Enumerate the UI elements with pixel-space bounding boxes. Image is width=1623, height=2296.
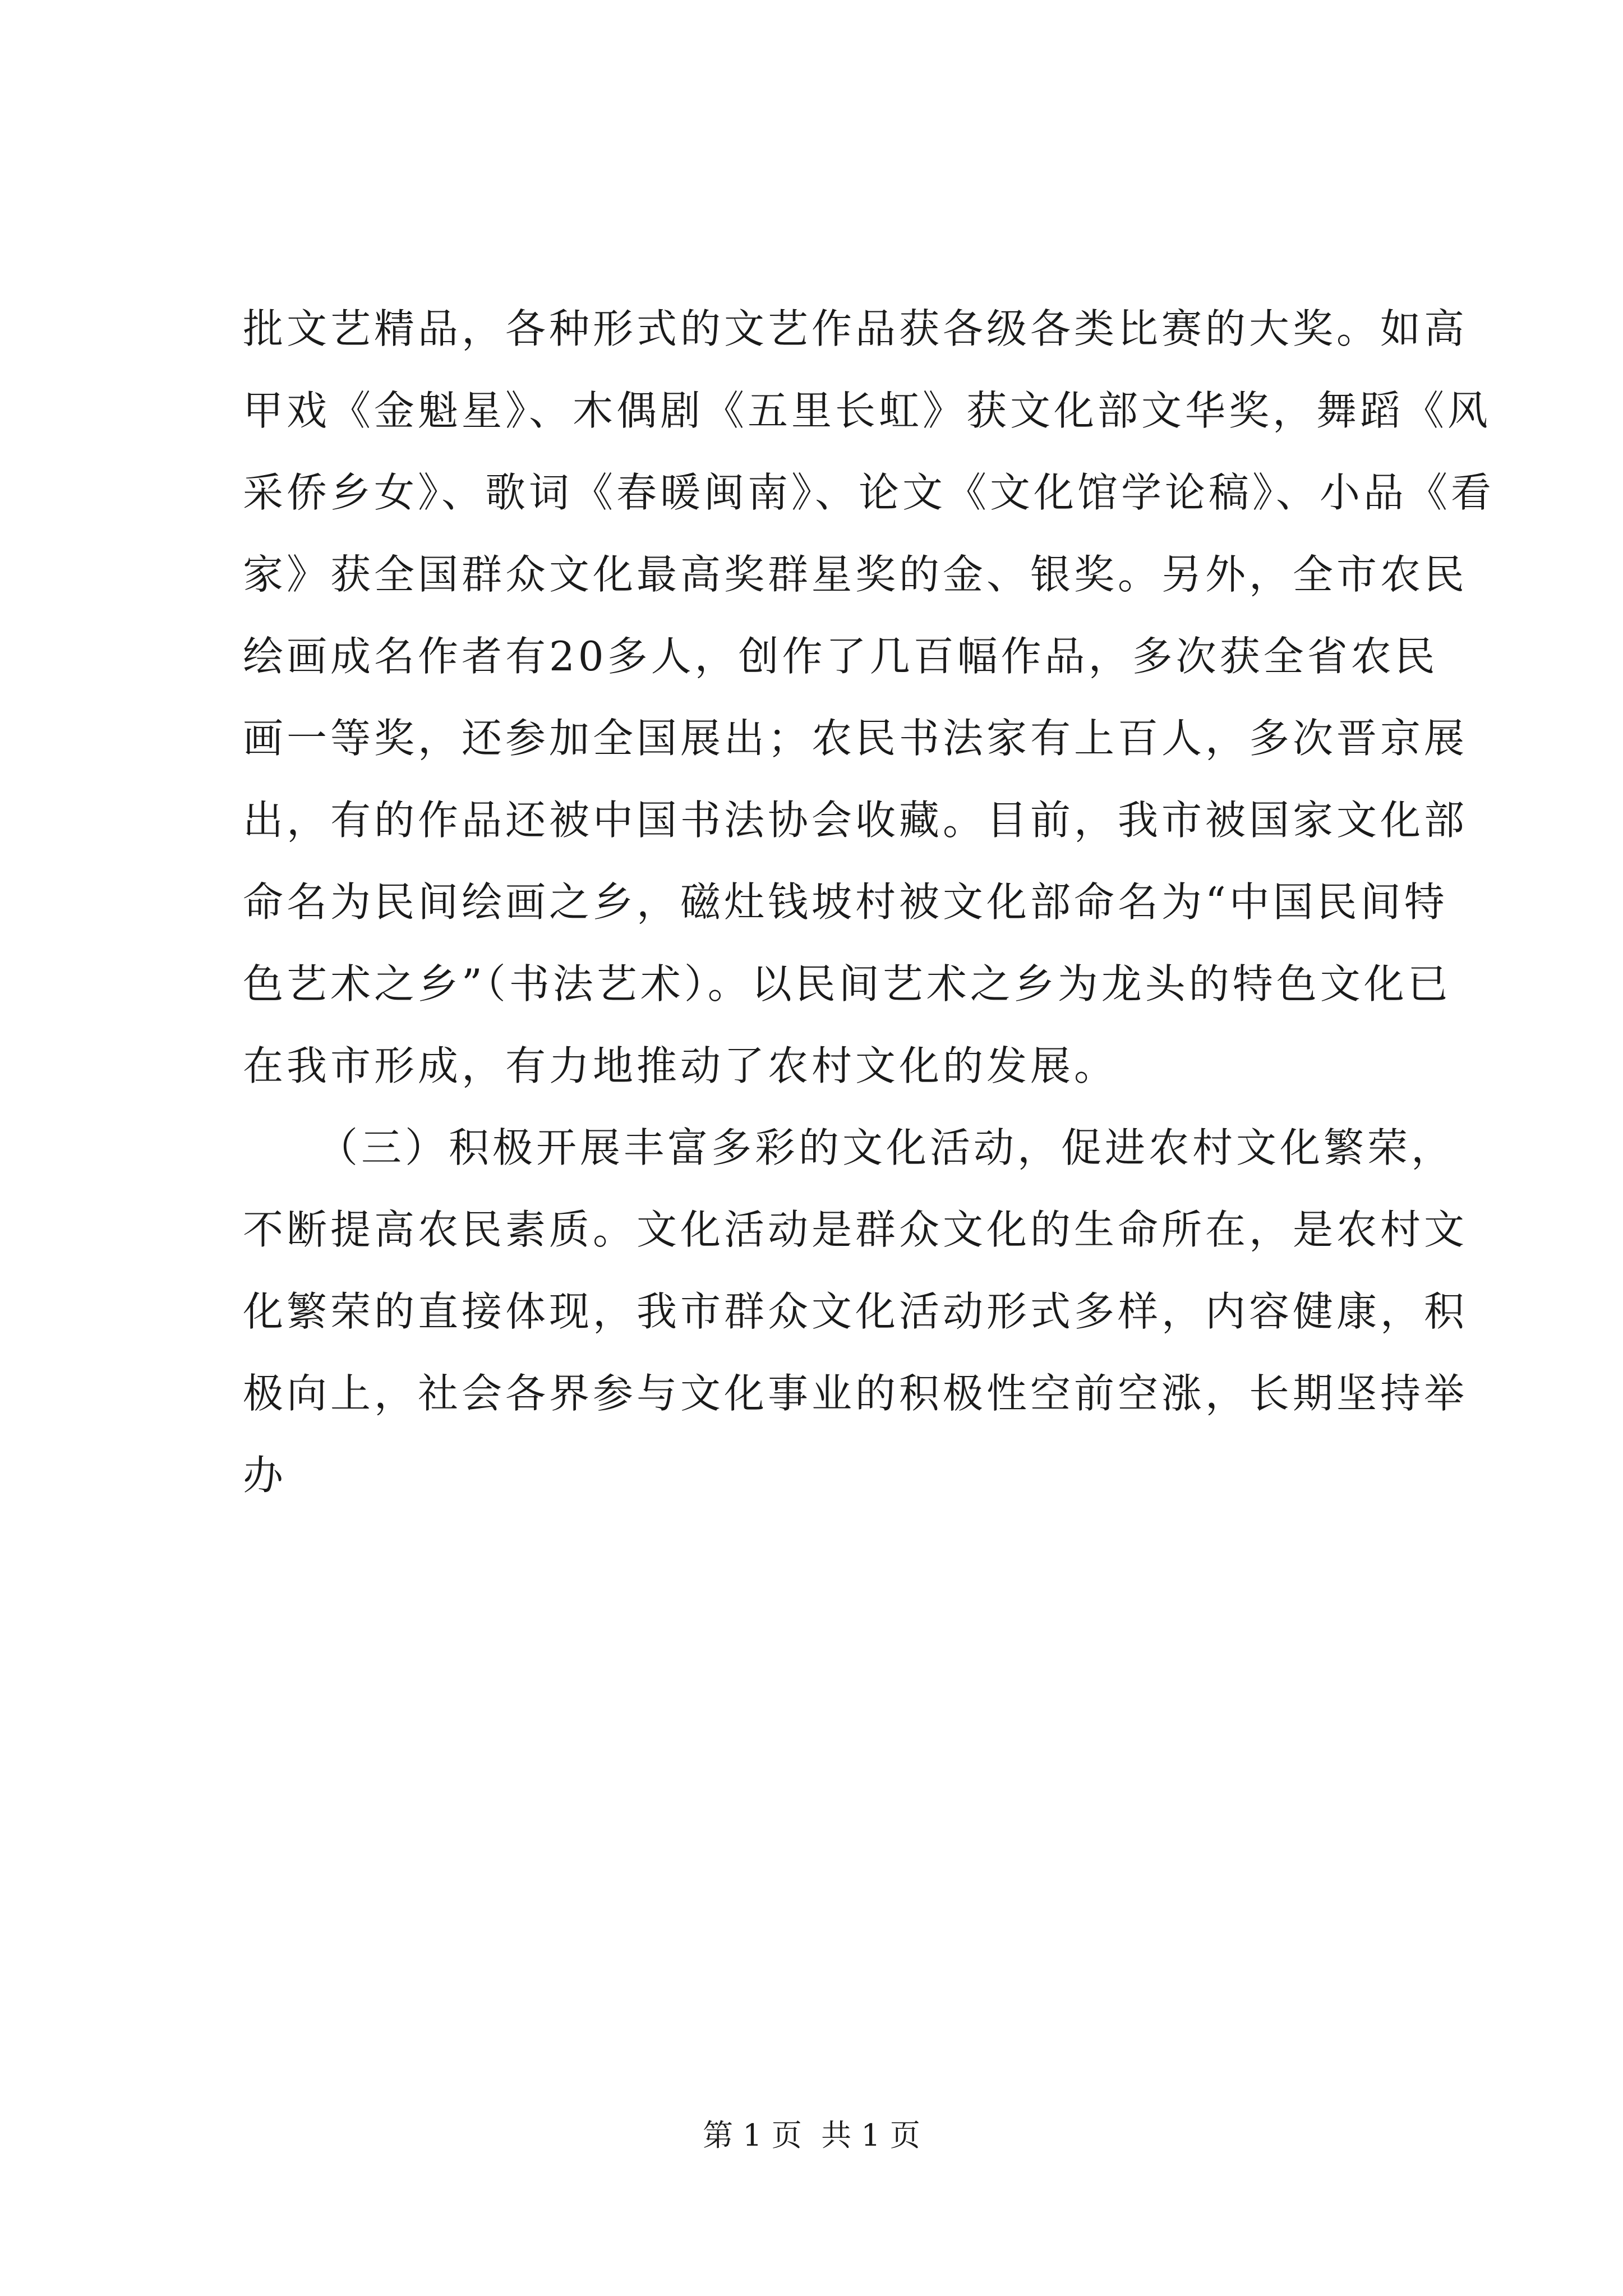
body-text-line: 画一等奖，还参加全国展出；农民书法家有上百人，多次晋京展 — [243, 715, 1468, 762]
body-text-line: 色艺术之乡”（书法艺术）。以民间艺术之乡为龙头的特色文化已 — [243, 960, 1451, 1007]
body-text-line: 批文艺精品，各种形式的文艺作品获各级各类比赛的大奖。如高 — [243, 305, 1468, 352]
body-text-line: 命名为民间绘画之乡，磁灶钱坡村被文化部命名为“中国民间特 — [243, 878, 1448, 926]
body-text-line: 极向上，社会各界参与文化事业的积极性空前空涨，长期坚持举 — [243, 1370, 1468, 1417]
body-text-line: 办 — [243, 1452, 287, 1499]
body-text-line: 甲戏《金魁星》、木偶剧《五里长虹》获文化部文华奖，舞蹈《风 — [243, 387, 1492, 434]
body-text-line: 绘画成名作者有20多人，创作了几百幅作品，多次获全省农民 — [243, 633, 1438, 680]
section-heading-line: （三）积极开展丰富多彩的文化活动，促进农村文化繁荣， — [317, 1124, 1455, 1171]
body-text-line: 出，有的作品还被中国书法协会收藏。目前，我市被国家文化部 — [243, 797, 1468, 844]
body-text-line: 采侨乡女》、歌词《春暖闽南》、论文《文化馆学论稿》、小品《看 — [243, 469, 1495, 516]
page-number-footer: 第 1 页 共 1 页 — [703, 2118, 920, 2153]
body-text-line: 家》获全国群众文化最高奖群星奖的金、银奖。另外，全市农民 — [243, 551, 1468, 598]
body-text-line: 不断提高农民素质。文化活动是群众文化的生命所在，是农村文 — [243, 1206, 1468, 1253]
body-text-line: 在我市形成，有力地推动了农村文化的发展。 — [243, 1042, 1118, 1089]
body-text-line: 化繁荣的直接体现，我市群众文化活动形式多样，内容健康，积 — [243, 1288, 1468, 1335]
